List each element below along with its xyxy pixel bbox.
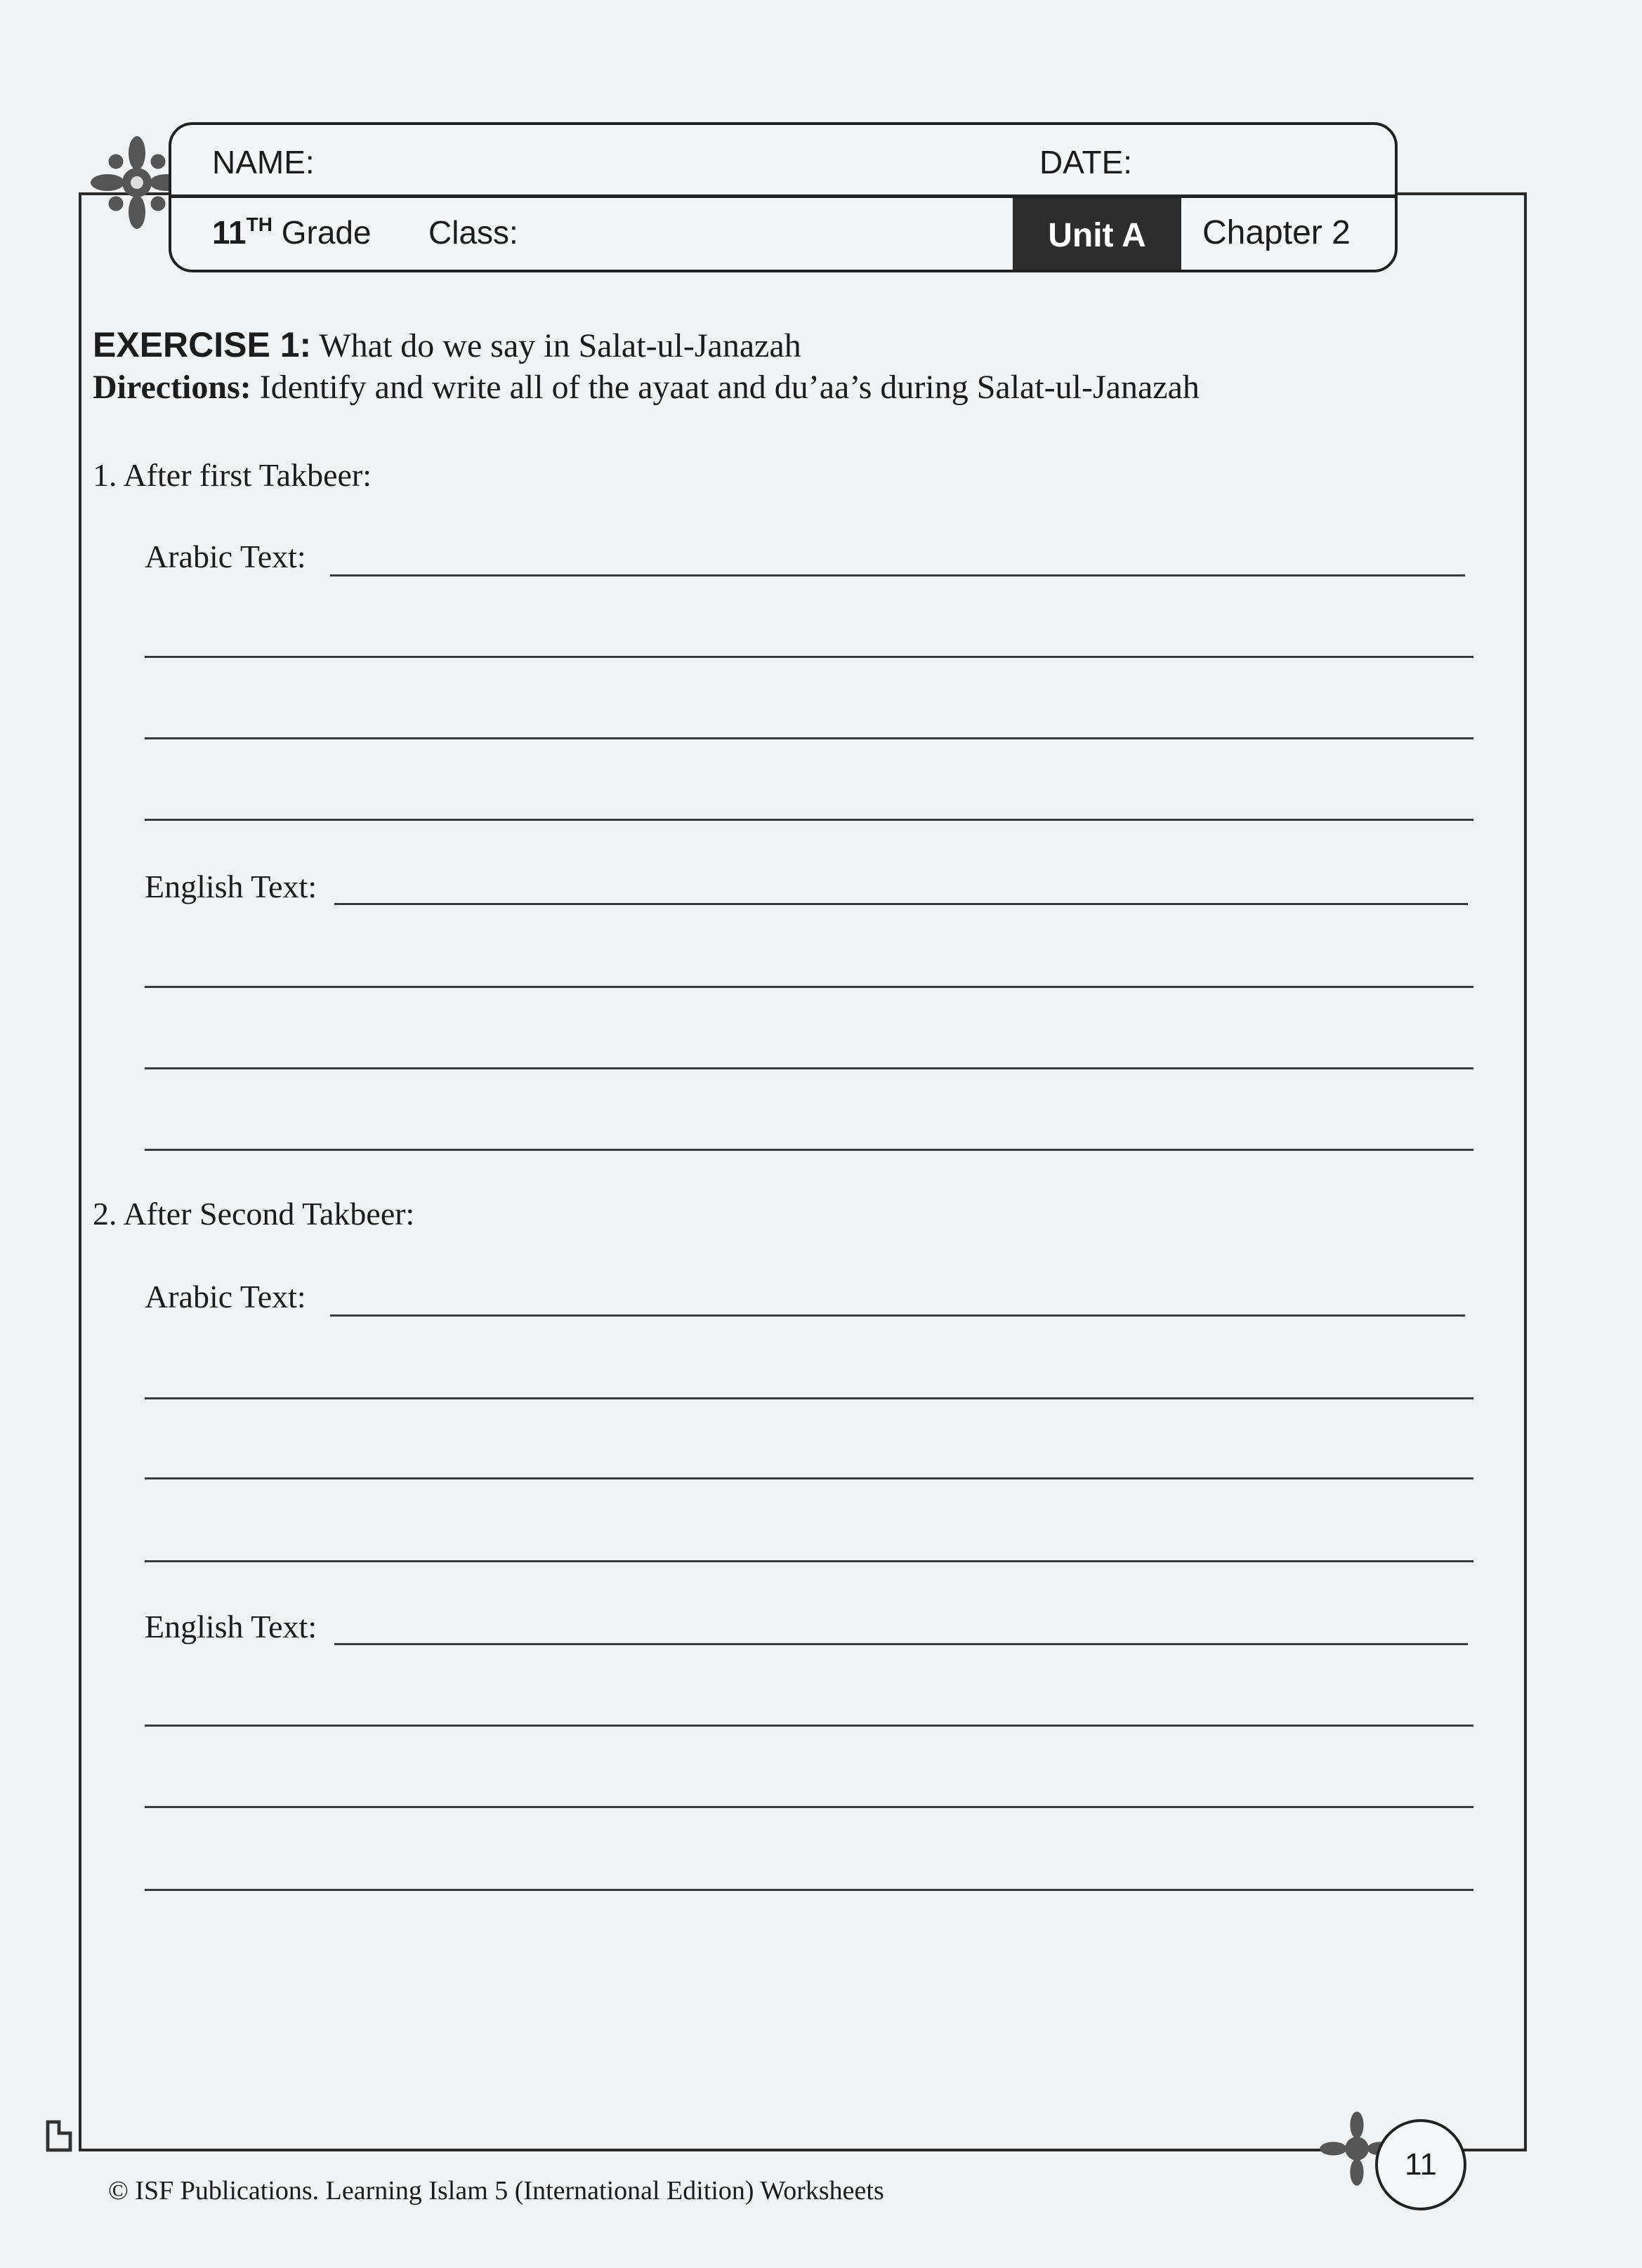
directions-text: Identify and write all of the ayaat and du’aa’s during Salat-ul-Janazah: [259, 369, 1200, 406]
answer-line[interactable]: [334, 1643, 1468, 1645]
answer-line[interactable]: [145, 1397, 1473, 1399]
answer-line[interactable]: [334, 903, 1468, 905]
class-label: Class:: [428, 214, 518, 251]
header-class-row: [171, 198, 1395, 272]
english-text-label: English Text:: [145, 1609, 317, 1644]
answer-line[interactable]: [145, 1560, 1473, 1562]
answer-line[interactable]: [145, 1889, 1473, 1891]
answer-line[interactable]: [145, 737, 1473, 739]
english-text-label: English Text:: [145, 869, 317, 904]
grade-word: Grade: [281, 214, 372, 251]
answer-line[interactable]: [145, 1149, 1473, 1151]
answer-line[interactable]: [330, 1314, 1465, 1317]
answer-line[interactable]: [145, 1477, 1473, 1479]
date-label: DATE:: [1039, 144, 1133, 180]
worksheet-header: [169, 122, 1398, 272]
corner-ornament-icon: [42, 2099, 98, 2156]
directions-label: Directions:: [93, 369, 251, 406]
exercise-title: EXERCISE 1:: [93, 325, 312, 364]
section-heading: 1. After first Takbeer:: [93, 457, 372, 493]
answer-line[interactable]: [145, 656, 1473, 658]
answer-line[interactable]: [145, 1725, 1473, 1727]
grade-number: 11: [212, 214, 247, 251]
directions: [93, 368, 1200, 407]
answer-line[interactable]: [145, 1067, 1473, 1069]
answer-line[interactable]: [145, 986, 1473, 988]
answer-line[interactable]: [145, 819, 1473, 821]
name-label: NAME:: [212, 144, 315, 180]
grade-label: [212, 213, 372, 251]
exercise-question: What do we say in Salat-ul-Janazah: [319, 327, 801, 364]
copyright-footer: © ISF Publications. Learning Islam 5 (International Edition) Worksheets: [108, 2176, 884, 2206]
exercise-heading: [93, 324, 801, 365]
page-number: 11: [1375, 2119, 1466, 2210]
header-name-row: [171, 125, 1395, 198]
section-heading: 2. After Second Takbeer:: [93, 1196, 415, 1232]
chapter-label: Chapter 2: [1202, 214, 1351, 251]
unit-badge: Unit A: [1013, 198, 1181, 272]
answer-line[interactable]: [330, 574, 1465, 576]
arabic-text-label: Arabic Text:: [145, 539, 306, 574]
grade-suffix: TH: [246, 213, 272, 235]
answer-line[interactable]: [145, 1806, 1473, 1808]
arabic-text-label: Arabic Text:: [145, 1279, 306, 1314]
